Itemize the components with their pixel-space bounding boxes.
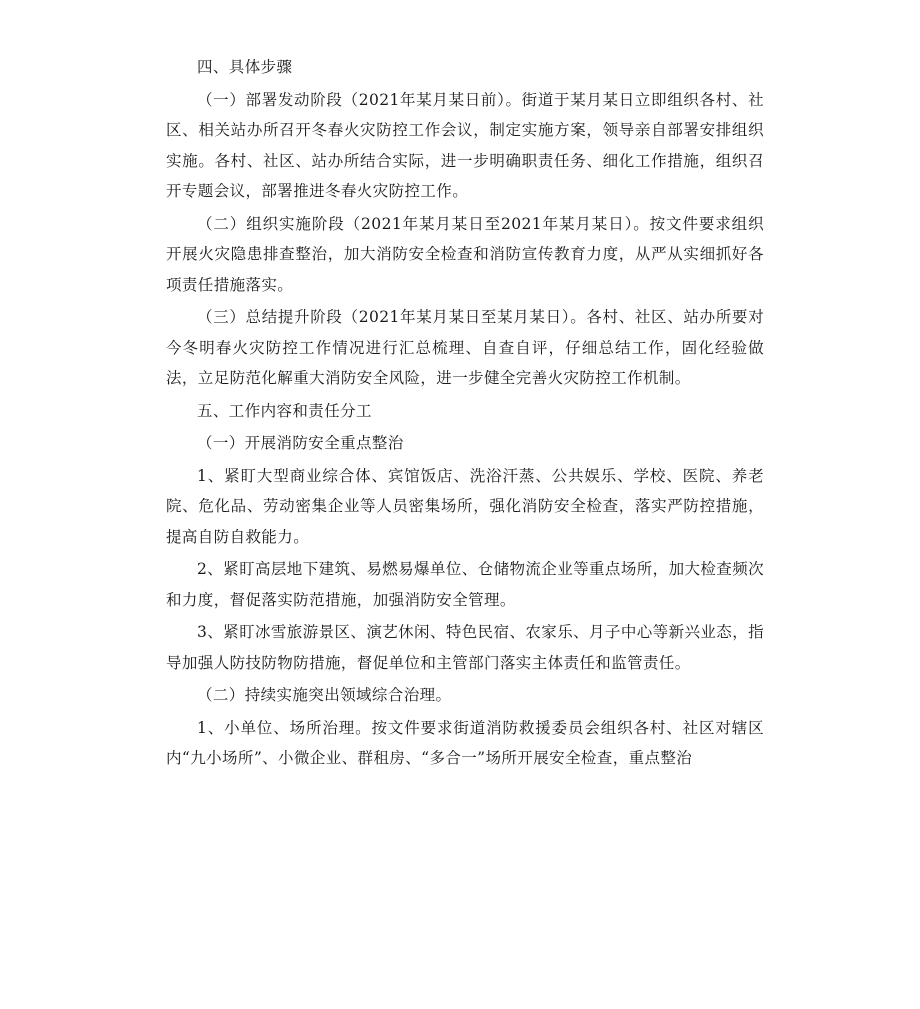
paragraph-step-3: （三）总结提升阶段（2021年某月某日至某月某日）。各村、社区、站办所要对今冬明春火灾防控工作情况进行汇总梳理、自查自评，仔细总结工作，固化经验做法，立足防范化解重大消防安全风险，进一步健全完善火灾防控工作机制。: [166, 308, 764, 387]
paragraph-item-1: 1、紧盯大型商业综合体、宾馆饭店、洗浴汗蒸、公共娱乐、学校、医院、养老院、危化品、劳动密集企业等人员密集场所，强化消防安全检查，落实严防控措施，提高自防自救能力。: [166, 466, 764, 546]
paragraph-step-1: （一）部署发动阶段（2021年某月某日前）。街道于某月某日立即组织各村、社区、相关站办所召开冬春火灾防控工作会议，制定实施方案，领导亲自部署安排组织实施。各村、社区、站办所结合实际，进一步明确职责任务、细化工作措施，组织召开专题会议，部署推进冬春火灾防控工作。: [166, 90, 764, 200]
document-body: [166, 52, 764, 776]
paragraph-step-2: （二）组织实施阶段（2021年某月某日至2021年某月某日）。按文件要求组织开展火灾隐患排查整治，加大消防安全检查和消防宣传教育力度，从严从实细抓好各项责任措施落实。: [166, 214, 764, 294]
subheading-2: （二）持续实施突出领域综合治理。: [197, 686, 452, 704]
paragraph-item-2: 2、紧盯高层地下建筑、易燃易爆单位、仓储物流企业等重点场所，加大检查频次和力度，督促落实防范措施，加强消防安全管理。: [166, 560, 764, 609]
subheading-1: （一）开展消防安全重点整治: [197, 434, 404, 452]
section-heading-4: 四、具体步骤: [197, 58, 293, 76]
paragraph-item-4: 1、小单位、场所治理。按文件要求街道消防救援委员会组织各村、社区对辖区内“九小场所”、小微企业、群租房、“多合一”场所开展安全检查，重点整治: [166, 718, 764, 767]
section-heading-5: 五、工作内容和责任分工: [197, 401, 372, 420]
paragraph-item-3: 3、紧盯冰雪旅游景区、演艺休闲、特色民宿、农家乐、月子中心等新兴业态，指导加强人防技防物防措施，督促单位和主管部门落实主体责任和监管责任。: [166, 623, 764, 672]
